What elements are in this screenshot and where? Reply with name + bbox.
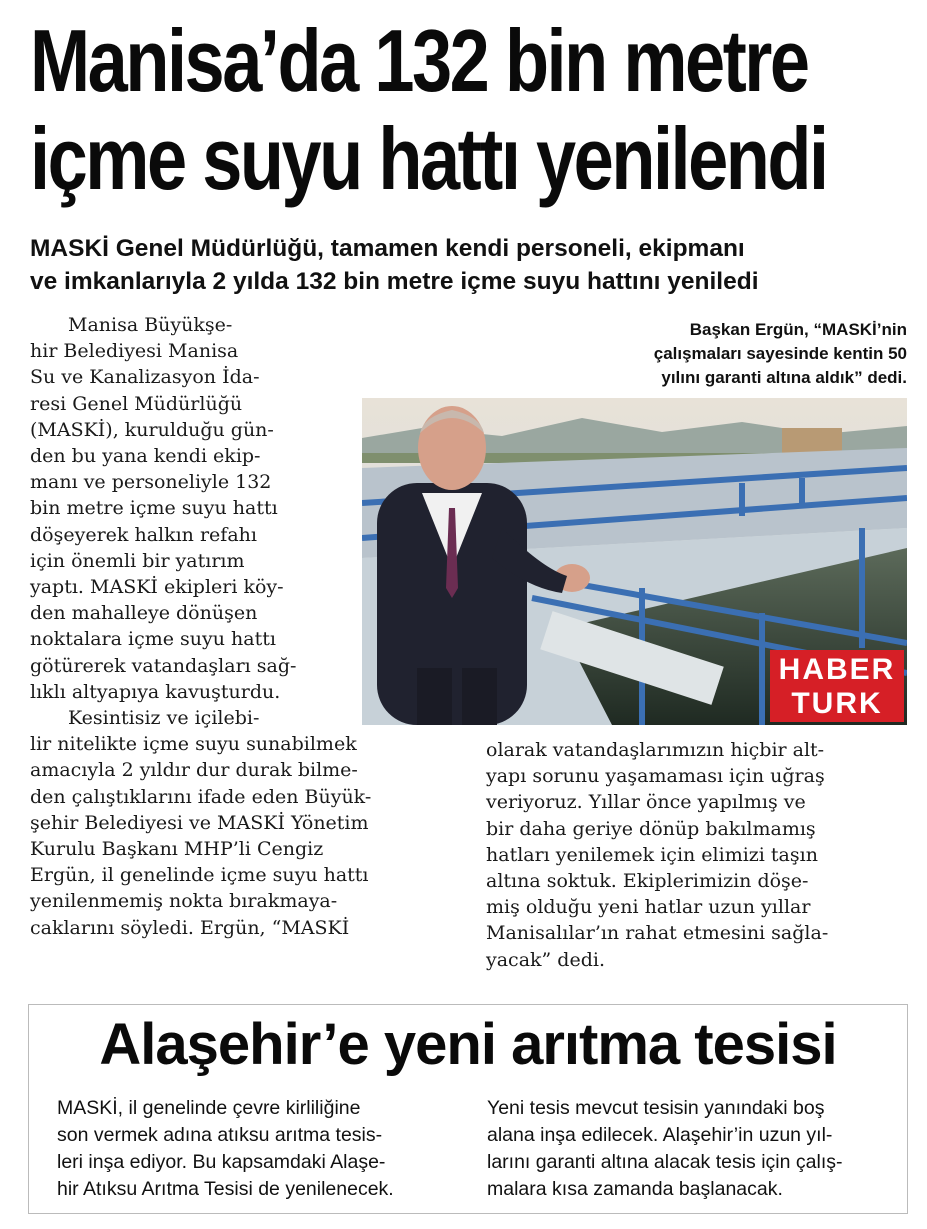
- sidebar-column-right: [487, 1095, 887, 1203]
- article-line: lir nitelikte içme suyu sunabilmek: [30, 733, 357, 756]
- article-line: altına soktuk. Ekiplerimizin döşe-: [486, 870, 809, 893]
- article-line: döşeyerek halkın refahı: [30, 523, 257, 546]
- article-line: yaptı. MASKİ ekipleri köy-: [30, 576, 284, 599]
- article-line: lıklı altyapıya kavuşturdu.: [30, 680, 281, 703]
- sidebar-line: MASKİ, il genelinde çevre kirliliğine: [57, 1097, 361, 1119]
- sidebar-line: larını garanti altına alacak tesis için çalış-: [487, 1151, 843, 1173]
- logo-line-1: HABER: [778, 653, 896, 686]
- article-column-right: [486, 737, 906, 973]
- subheadline: [30, 232, 910, 298]
- sidebar-line: son vermek adına atıksu arıtma tesis-: [57, 1124, 383, 1146]
- article-line: den bu yana kendi ekip-: [30, 445, 261, 468]
- article-line: den çalıştıklarını ifade eden Büyük-: [30, 785, 372, 808]
- article-line: bin metre içme suyu hattı: [30, 497, 278, 520]
- sidebar-column-left: [57, 1095, 457, 1203]
- headline: [30, 11, 827, 208]
- article-line: Manisalılar’ın rahat etmesini sağla-: [486, 922, 829, 945]
- caption-line-2: çalışmaları sayesinde kentin 50: [653, 344, 907, 363]
- article-line: Ergün, il genelinde içme suyu hattı: [30, 864, 369, 887]
- article-line: şehir Belediyesi ve MASKİ Yönetim: [30, 811, 369, 834]
- subheadline-line-2: ve imkanlarıyla 2 yılda 132 bin metre içme suyu hattını yeniledi: [30, 268, 759, 295]
- caption-line-1: Başkan Ergün, “MASKİ’nin: [689, 320, 907, 339]
- article-line: hir Belediyesi Manisa: [30, 340, 239, 363]
- article-line: manı ve personeliyle 132: [30, 471, 272, 494]
- logo-line-2: TURK: [791, 687, 883, 720]
- article-line: Manisa Büyükşe-: [68, 314, 233, 336]
- sidebar-line: malara kısa zamanda başlanacak.: [487, 1178, 783, 1200]
- photo-caption: [547, 318, 907, 390]
- article-line: miş olduğu yeni hatlar uzun yıllar: [486, 896, 811, 919]
- article-line: Su ve Kanalizasyon İda-: [30, 366, 260, 389]
- article-line: bir daha geriye dönüp bakılmamış: [486, 817, 816, 840]
- caption-line-3: yılını garanti altına aldık” dedi.: [661, 368, 907, 387]
- article-line: resi Genel Müdürlüğü: [30, 392, 243, 415]
- article-line: götürerek vatandaşları sağ-: [30, 654, 297, 677]
- article-line: yenilenmemiş nokta bırakmaya-: [30, 890, 338, 913]
- article-line: yacak” dedi.: [486, 948, 605, 971]
- article-line: yapı sorunu yaşamaması için uğraş: [486, 765, 825, 788]
- article-line: Kurulu Başkanı MHP’li Cengiz: [30, 838, 324, 861]
- article-line: olarak vatandaşlarımızın hiçbir alt-: [486, 739, 825, 761]
- sidebar-line: leri inşa ediyor. Bu kapsamdaki Alaşe-: [57, 1151, 386, 1173]
- article-line: amacıyla 2 yıldır dur durak bilme-: [30, 759, 358, 782]
- sidebar-line: alana inşa edilecek. Alaşehir’in uzun yıl-: [487, 1124, 833, 1146]
- article-line: hatları yenilemek için elimizi taşın: [486, 843, 818, 866]
- sidebar-line: hir Atıksu Arıtma Tesisi de yenilenecek.: [57, 1178, 394, 1200]
- haberturk-logo: [770, 650, 904, 722]
- sidebar-box: [28, 1004, 908, 1214]
- article-line: noktalara içme suyu hattı: [30, 628, 276, 651]
- sidebar-title: Alaşehir’e yeni arıtma tesisi: [99, 1012, 837, 1077]
- headline-line-2: içme suyu hattı yenilendi: [30, 109, 827, 208]
- subheadline-line-1: MASKİ Genel Müdürlüğü, tamamen kendi personeli, ekipmanı: [30, 235, 745, 262]
- sidebar-line: Yeni tesis mevcut tesisin yanındaki boş: [487, 1097, 825, 1119]
- article-line: caklarını söyledi. Ergün, “MASKİ: [30, 916, 350, 939]
- article-line: den mahalleye dönüşen: [30, 602, 258, 625]
- article-line: (MASKİ), kurulduğu gün-: [30, 418, 274, 441]
- headline-line-1: Manisa’da 132 bin metre: [30, 11, 808, 110]
- article-line: için önemli bir yatırım: [30, 549, 245, 572]
- article-line: veriyoruz. Yıllar önce yapılmış ve: [486, 791, 806, 814]
- article-line: Kesintisiz ve içilebi-: [68, 707, 260, 730]
